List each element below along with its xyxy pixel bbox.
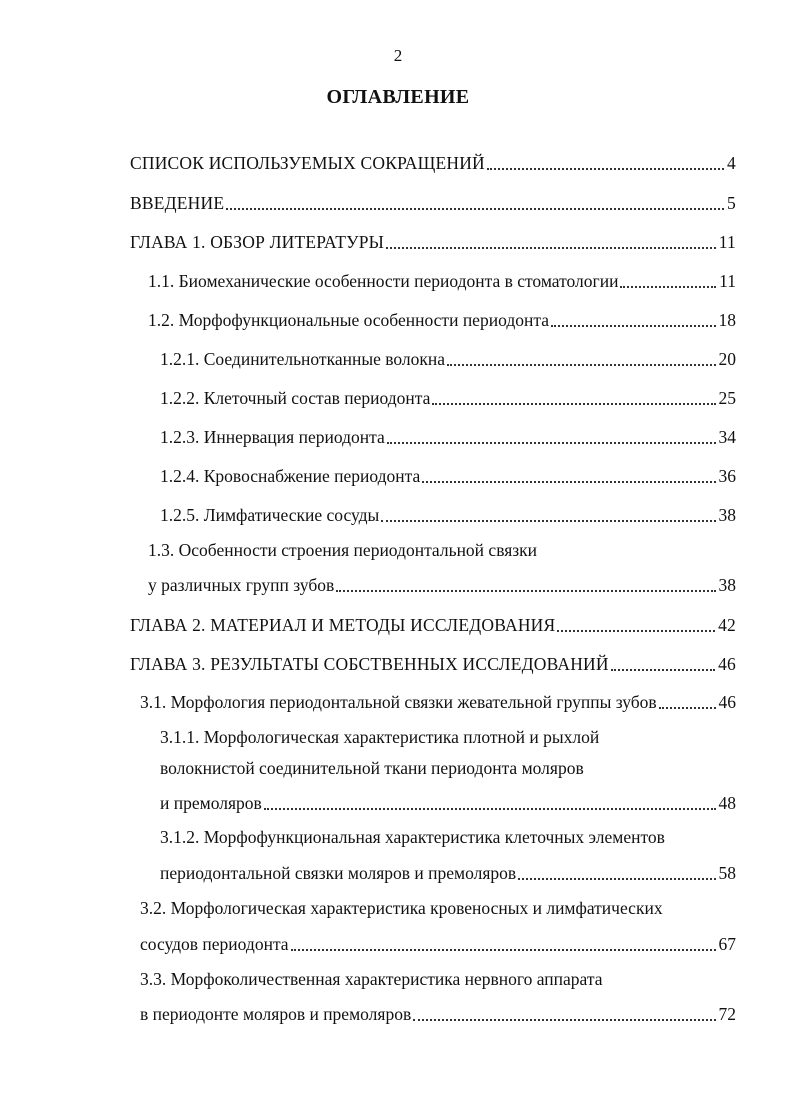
toc-title: ОГЛАВЛЕНИЕ (326, 86, 470, 108)
toc-entry-label: ГЛАВА 2. МАТЕРИАЛ И МЕТОДЫ ИССЛЕДОВАНИЯ (130, 615, 556, 635)
leader-dots (611, 668, 715, 671)
toc-entry-label: ГЛАВА 1. ОБЗОР ЛИТЕРАТУРЫ (130, 232, 385, 252)
toc-entry-line: волокнистой соединительной ткани периодонта моляров (160, 758, 584, 778)
leader-dots (659, 706, 716, 709)
toc-entry-label: 1.2.1. Соединительнотканные волокна (160, 349, 445, 369)
toc-entry (130, 649, 736, 675)
toc-entry-page: 58 (718, 863, 736, 883)
toc-entry-label: 1.2.3. Иннервация периодонта (160, 427, 385, 447)
toc-entry-label: у различных групп зубов (148, 575, 335, 595)
toc-entry (130, 188, 736, 214)
leader-dots (432, 402, 715, 405)
toc-entry-label: периодонтальной связки моляров и премоляров (160, 863, 517, 883)
toc-entry-label: в периодонте моляров и премоляров (140, 1004, 412, 1024)
toc-entry-line: 3.2. Морфологическая характеристика кровеносных и лимфатических (140, 898, 663, 918)
toc-entry-page: 67 (718, 934, 736, 954)
toc-entry-page: 5 (727, 193, 736, 213)
toc-entry (160, 422, 736, 448)
toc-entry-label: сосудов периодонта (140, 934, 289, 954)
toc-entry (160, 858, 736, 884)
toc-entry (140, 999, 736, 1025)
toc-entry-line: 3.1.2. Морфофункциональная характеристика клеточных элементов (160, 827, 665, 847)
toc-entry-label: 1.2.5. Лимфатические сосуды (160, 505, 380, 525)
toc-entry (148, 570, 736, 596)
page-number: 2 (393, 46, 403, 65)
leader-dots (226, 207, 724, 210)
toc-entry-page: 34 (718, 427, 736, 447)
toc-entry-page: 46 (718, 692, 736, 712)
leader-dots (551, 324, 716, 327)
toc-entry (160, 788, 736, 814)
toc-entry (148, 266, 736, 292)
leader-dots (387, 441, 716, 444)
leader-dots (413, 1018, 715, 1021)
toc-entry-page: 25 (718, 388, 736, 408)
toc-entry-line: 3.1.1. Морфологическая характеристика плотной и рыхлой (160, 727, 600, 747)
toc-entry-page: 20 (718, 349, 736, 369)
toc-entry (130, 610, 736, 636)
leader-dots (518, 877, 715, 880)
toc-entry (130, 148, 736, 174)
toc-entry-label: 1.2.4. Кровоснабжение периодонта (160, 466, 421, 486)
leader-dots (487, 167, 724, 170)
leader-dots (336, 589, 715, 592)
toc-entry-page: 38 (718, 575, 736, 595)
toc-entry (140, 929, 736, 955)
toc-entry-line: 1.3. Особенности строения периодонтальной связки (148, 540, 538, 560)
toc-entry (160, 500, 736, 526)
toc-entry-page: 36 (718, 466, 736, 486)
leader-dots (620, 285, 716, 288)
toc-entry-page: 42 (718, 615, 736, 635)
toc-entry-label: и премоляров (160, 793, 262, 813)
toc-entry-page: 4 (727, 153, 736, 173)
leader-dots (386, 246, 716, 249)
toc-entry-label: 1.1. Биомеханические особенности периодонта в стоматологии (148, 271, 619, 291)
leader-dots (447, 363, 716, 366)
toc-entry-page: 18 (718, 310, 736, 330)
toc-entry-page: 11 (718, 232, 736, 252)
toc-entry-page: 38 (718, 505, 736, 525)
toc-entry-line: 3.3. Морфоколичественная характеристика нервного аппарата (140, 969, 603, 989)
leader-dots (291, 948, 716, 951)
toc-entry (140, 687, 736, 713)
toc-entry-page: 11 (719, 271, 736, 291)
toc-entry-label: 1.2. Морфофункциональные особенности периодонта (148, 310, 549, 330)
leader-dots (557, 629, 715, 632)
toc-entry (160, 461, 736, 487)
toc-entry-label: 3.1. Морфология периодонтальной связки жевательной группы зубов (140, 692, 657, 712)
leader-dots (422, 480, 715, 483)
toc-entry (160, 383, 736, 409)
toc-entry-label: ГЛАВА 3. РЕЗУЛЬТАТЫ СОБСТВЕННЫХ ИССЛЕДОВАНИЙ (130, 654, 609, 674)
toc-entry-label: 1.2.2. Клеточный состав периодонта (160, 388, 431, 408)
toc-entry-page: 48 (718, 793, 736, 813)
toc-entry-label: ВВЕДЕНИЕ (130, 193, 225, 213)
toc-entry-page: 72 (718, 1004, 736, 1024)
toc-entry-page: 46 (718, 654, 736, 674)
leader-dots (264, 807, 716, 810)
leader-dots (381, 519, 715, 522)
toc-entry (130, 227, 736, 253)
toc-entry (160, 344, 736, 370)
toc-entry-label: СПИСОК ИСПОЛЬЗУЕМЫХ СОКРАЩЕНИЙ (130, 153, 485, 173)
toc-entry (148, 305, 736, 331)
